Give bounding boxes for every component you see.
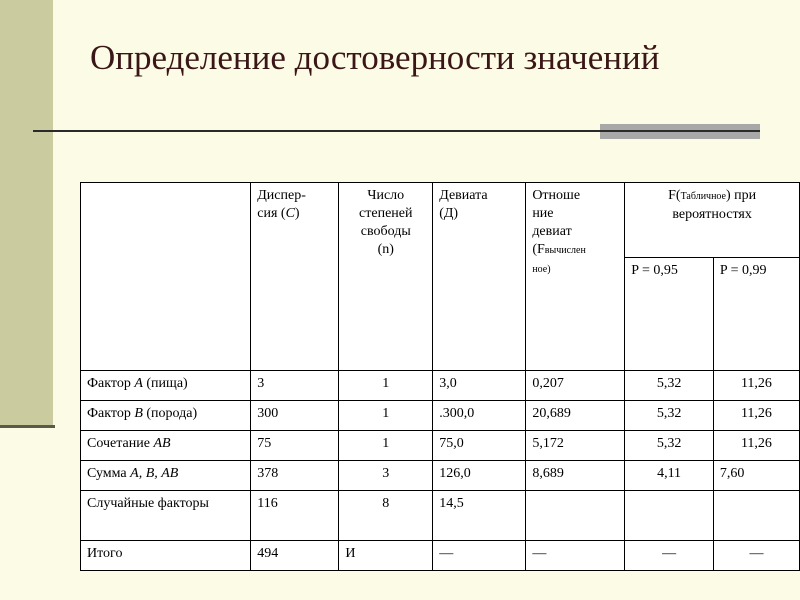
cell-p99: 11,26 (713, 431, 799, 461)
table-row (81, 431, 800, 461)
header-p95: P = 0,95 (625, 258, 714, 371)
row-label: Сумма А, В, АВ (81, 461, 251, 491)
cell-dispersion: 116 (251, 491, 339, 541)
cell-dispersion: 3 (251, 371, 339, 401)
cell-ratio: 0,207 (526, 371, 625, 401)
row-label: Итого (81, 541, 251, 571)
cell-dispersion: 75 (251, 431, 339, 461)
cell-dof: 3 (339, 461, 433, 491)
cell-dof: 1 (339, 401, 433, 431)
cell-dof: 8 (339, 491, 433, 541)
cell-deviate: 14,5 (433, 491, 526, 541)
header-f-table: F(Табличное) при вероятностях (625, 183, 800, 258)
table-row (81, 401, 800, 431)
cell-dispersion: 300 (251, 401, 339, 431)
anova-table (80, 182, 800, 571)
header-dispersion: Диспер- сия (С) (251, 183, 339, 371)
cell-p95: 5,32 (625, 401, 714, 431)
table-row (81, 541, 800, 571)
cell-p99: 11,26 (713, 401, 799, 431)
left-accent-bar (0, 0, 53, 428)
cell-p95: 5,32 (625, 431, 714, 461)
cell-p99 (713, 491, 799, 541)
left-accent-line (0, 425, 55, 428)
cell-p95 (625, 491, 714, 541)
cell-ratio: 8,689 (526, 461, 625, 491)
cell-p95: — (625, 541, 714, 571)
header-deviate: Девиата (Д) (433, 183, 526, 371)
row-label: Фактор В (порода) (81, 401, 251, 431)
cell-ratio (526, 491, 625, 541)
header-degrees-of-freedom: Число степеней свободы (n) (339, 183, 433, 371)
title-divider-accent (600, 124, 760, 139)
table-row (81, 461, 800, 491)
cell-p99: — (713, 541, 799, 571)
cell-deviate: .300,0 (433, 401, 526, 431)
cell-deviate: — (433, 541, 526, 571)
cell-dof: И (339, 541, 433, 571)
title-divider (33, 130, 600, 132)
cell-deviate: 75,0 (433, 431, 526, 461)
row-label: Сочетание АВ (81, 431, 251, 461)
cell-dof: 1 (339, 431, 433, 461)
cell-dof: 1 (339, 371, 433, 401)
row-label: Фактор А (пища) (81, 371, 251, 401)
cell-ratio: — (526, 541, 625, 571)
table-header-row (81, 183, 800, 258)
table-row (81, 491, 800, 541)
header-p99: P = 0,99 (713, 258, 799, 371)
cell-deviate: 126,0 (433, 461, 526, 491)
cell-p95: 4,11 (625, 461, 714, 491)
cell-p99: 7,60 (713, 461, 799, 491)
cell-deviate: 3,0 (433, 371, 526, 401)
table-row (81, 371, 800, 401)
cell-p99: 11,26 (713, 371, 799, 401)
cell-p95: 5,32 (625, 371, 714, 401)
cell-dispersion: 494 (251, 541, 339, 571)
cell-ratio: 5,172 (526, 431, 625, 461)
header-empty-cell (81, 183, 251, 371)
cell-ratio: 20,689 (526, 401, 625, 431)
row-label: Случайные факторы (81, 491, 251, 541)
cell-dispersion: 378 (251, 461, 339, 491)
header-deviate-ratio: Отноше ние девиат (Fвычислен ное) (526, 183, 625, 371)
page-title: Определение достоверности значений (90, 38, 660, 77)
